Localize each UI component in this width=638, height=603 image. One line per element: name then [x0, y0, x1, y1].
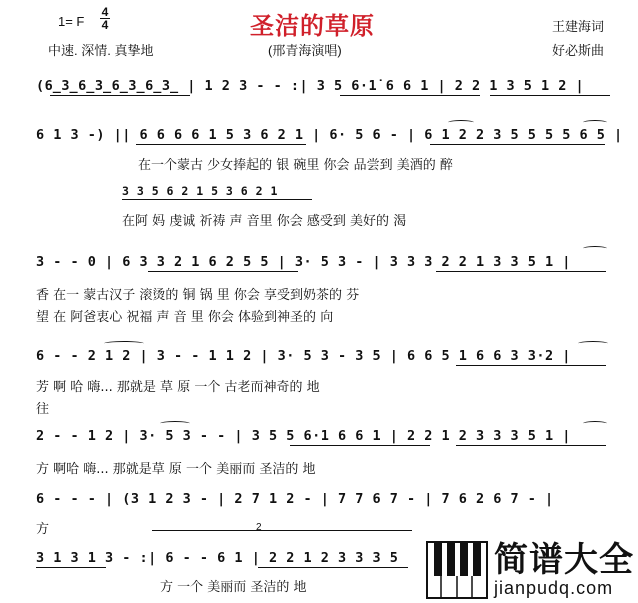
time-signature [100, 6, 110, 31]
notation-row-1: (6̲3̲6̲3̲6̲3̲6̲3̲ | 1 2 3 - - :| 3 5 6·1̇ 6 6 1 | 2 2 1 3 5 1 2 | [36, 78, 585, 94]
notation-row-7: 3 1 3 1 3 - :| 6 - - 6 1 | 2 2 1 2 3 3 3 5 [36, 550, 399, 566]
underline-group [436, 271, 606, 272]
tie [578, 341, 608, 346]
underline-group [258, 567, 408, 568]
notation-row-3: 3 - - 0 | 6 3 3 2 1 6 2 5 5 | 3· 5 3 - | 3 3 3 2 2 1 3 3 5 1 | [36, 254, 571, 270]
underline-group [148, 271, 298, 272]
notation-row-6: 6 - - - | (3 1 2 3 - | 2 7 1 2 - | 7 7 6 7 - | 7 6 2 6 7 - | [36, 491, 554, 507]
watermark-logo [426, 541, 634, 599]
underline-group [122, 199, 312, 200]
underline-group [340, 95, 480, 96]
underline-group [456, 445, 606, 446]
time-top: 4 [101, 5, 109, 19]
notation-row-4: 6 - - 2 1 2 | 3 - - 1 1 2 | 3· 5 3 - 3 5 | 6 6 5 1 6 6 3 3·2 | [36, 348, 571, 364]
watermark-title: 简谱大全 [494, 541, 634, 579]
watermark-url: jianpudq.com [494, 578, 614, 598]
key-text: 1= F [58, 14, 85, 29]
underline-group [36, 567, 106, 568]
tie [583, 246, 607, 251]
notation-row-2: 6 1 3 -) || 6 6 6 6 1 5 3 6 2 1 | 6· 5 6 - | 6 1 2 2 3 5 5 5 5 6 5 | [36, 127, 623, 143]
tie [448, 120, 474, 125]
piano-icon [426, 541, 488, 599]
lyric-row-3-verse-1: 香 在一 蒙古汉子 滚烫的 铜 锅 里 你会 享受到奶茶的 芬 [36, 288, 360, 303]
tie [583, 120, 607, 125]
lyricist: 王建海词 [552, 19, 605, 34]
song-title: 圣洁的草原 [250, 13, 375, 40]
lyric-row-2-verse-2: 在阿 妈 虔诚 祈祷 声 音里 你会 感受到 美好的 渴 [122, 214, 407, 229]
tie [160, 421, 190, 426]
underline-group [290, 445, 430, 446]
lyric-row-5-verse-1: 方 啊哈 嗨... 那就是草 原 一个 美丽而 圣洁的 地 [36, 462, 316, 477]
underline-group [490, 95, 610, 96]
lyric-row-7-verse-1: 方 一个 美丽而 圣洁的 地 [160, 580, 307, 595]
underline-group [50, 95, 190, 96]
lyric-row-3-verse-2: 望 在 阿爸衷心 祝福 声 音 里 你会 体验到神圣的 向 [36, 310, 334, 325]
underline-group [136, 144, 306, 145]
performer: (邢青海演唱) [268, 43, 342, 58]
lyric-row-4-verse-2: 往 [36, 402, 50, 417]
underline-group [456, 365, 606, 366]
volta-bracket [152, 530, 412, 531]
notation-row-2-small: 3 3 5 6 2 1 5 3 6 2 1 [122, 184, 278, 198]
tie [583, 421, 607, 426]
composer: 好必斯曲 [552, 43, 605, 58]
key-signature [58, 14, 84, 29]
tempo-marking: 中速. 深情. 真挚地 [48, 43, 154, 58]
lyric-row-4-verse-1: 芳 啊 哈 嗨... 那就是 草 原 一个 古老而神奇的 地 [36, 380, 320, 395]
underline-group [430, 144, 605, 145]
time-bottom: 4 [101, 18, 109, 32]
tie [104, 341, 144, 346]
lyric-row-2-verse-1: 在一个蒙古 少女捧起的 银 碗里 你会 品尝到 美酒的 醉 [138, 158, 453, 173]
lyric-row-6-verse-1: 方 [36, 522, 50, 537]
volta-number: 2 [256, 522, 262, 533]
notation-row-5: 2 - - 1 2 | 3· 5 3 - - | 3 5 5 6·1 6 6 1 | 2 2 1 2 3 3 3 5 1 | [36, 428, 571, 444]
